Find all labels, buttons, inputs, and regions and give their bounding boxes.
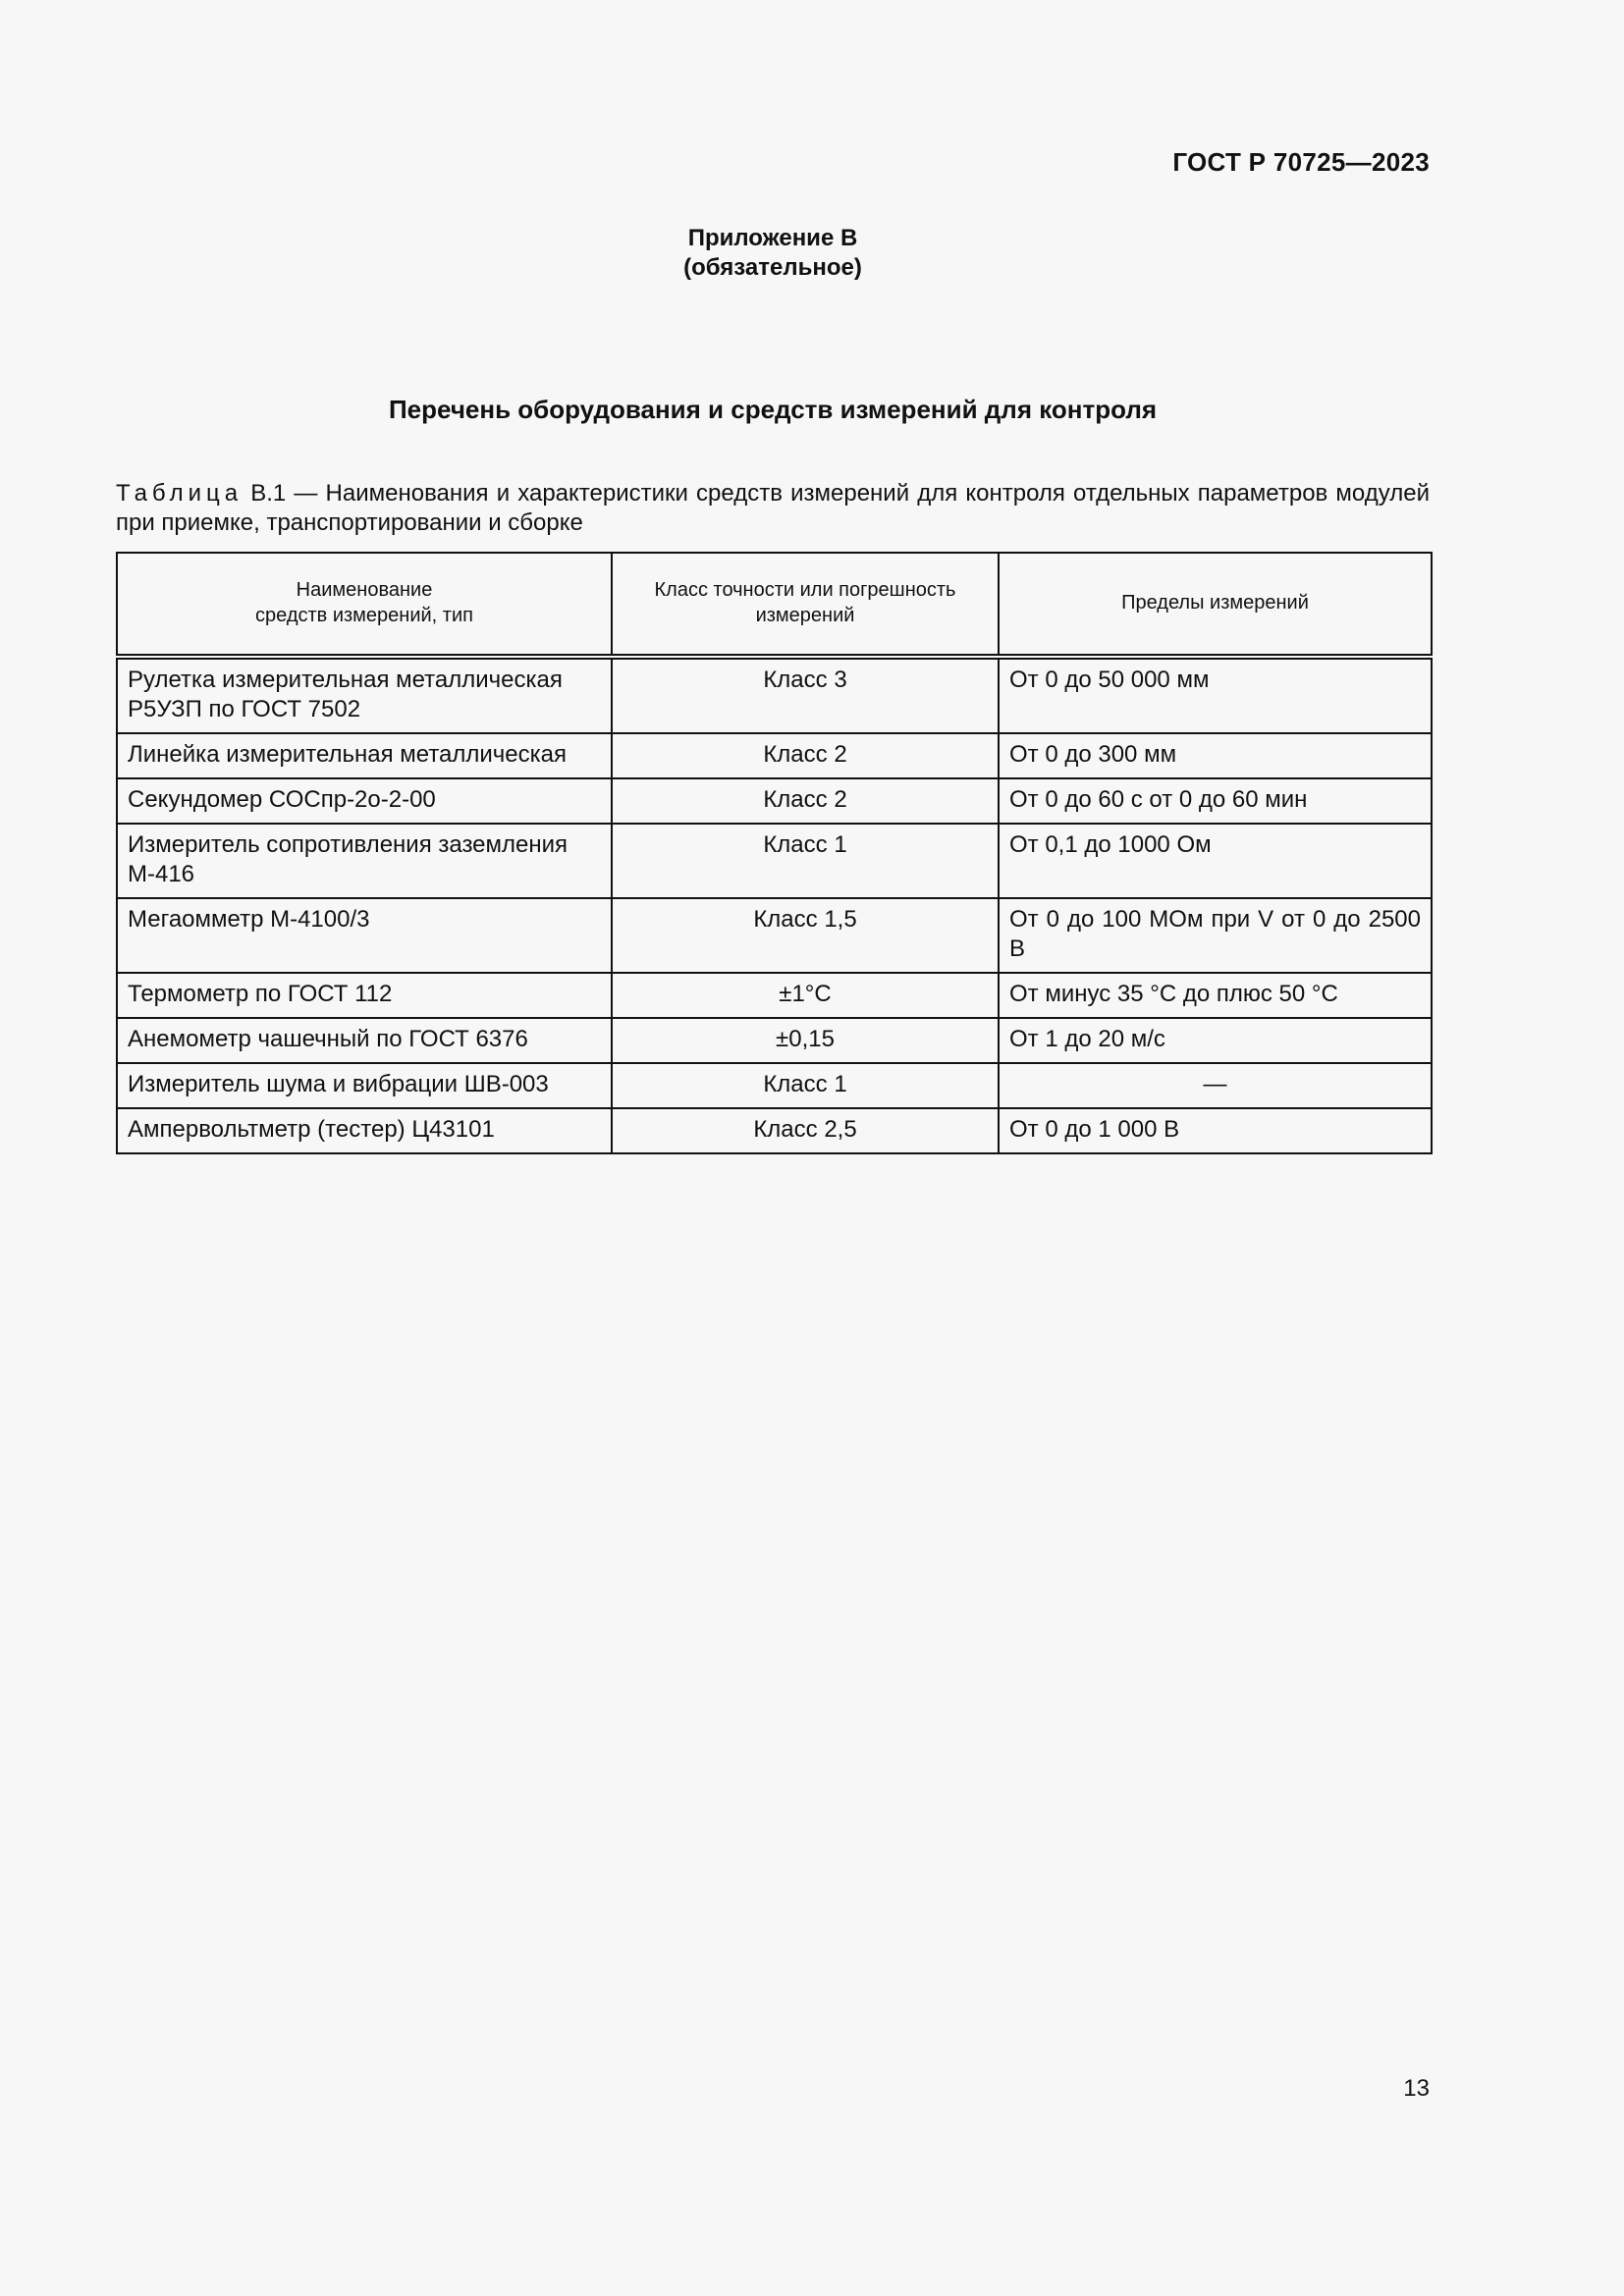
measurement-range-cell: От 0 до 60 с от 0 до 60 мин	[999, 778, 1432, 824]
accuracy-class-cell: Класс 1	[612, 1063, 999, 1108]
header-measurement-range: Пределы измерений	[999, 553, 1432, 657]
accuracy-class-cell: Класс 1,5	[612, 898, 999, 973]
instrument-name-cell: Анемометр чашечный по ГОСТ 6376	[117, 1018, 612, 1063]
table-row	[117, 1063, 1432, 1108]
measurement-range-cell: От 0 до 50 000 мм	[999, 657, 1432, 733]
section-title: Перечень оборудования и средств измерений для контроля	[388, 395, 1158, 424]
instrument-name-cell: Линейка измерительная металлическая	[117, 733, 612, 778]
table-row	[117, 973, 1432, 1018]
table-row	[117, 898, 1432, 973]
instrument-name-cell: Рулетка измерительная металлическая Р5УЗП по ГОСТ 7502	[117, 657, 612, 733]
instrument-name-cell: Термометр по ГОСТ 112	[117, 973, 612, 1018]
table-row	[117, 778, 1432, 824]
measurement-range-cell: —	[999, 1063, 1432, 1108]
measurement-range-cell: От 0,1 до 1000 Ом	[999, 824, 1432, 898]
appendix-title: Приложение В	[687, 225, 858, 251]
measurement-range-cell: От 0 до 1 000 В	[999, 1108, 1432, 1153]
accuracy-class-cell: Класс 2,5	[612, 1108, 999, 1153]
table-row	[117, 733, 1432, 778]
instrument-name-cell: Мегаомметр М-4100/3	[117, 898, 612, 973]
header-instrument-name: Наименование средств измерений, тип	[117, 553, 612, 657]
page-number: 13	[1403, 2075, 1430, 2102]
appendix-subtitle: (обязательное)	[683, 254, 862, 281]
appendix-heading	[0, 224, 1545, 283]
measurement-range-cell: От минус 35 °С до плюс 50 °С	[999, 973, 1432, 1018]
table-row	[117, 657, 1432, 733]
table-caption-text: В.1 — Наименования и характеристики средств измерений для контроля отдельных параметров модулей при приемке, транспортировании и сборке	[116, 480, 1430, 536]
document-code: ГОСТ Р 70725—2023	[1172, 147, 1430, 177]
accuracy-class-cell: ±1°С	[612, 973, 999, 1018]
instrument-name-cell: Измеритель сопротивления заземления М-416	[117, 824, 612, 898]
measurement-instruments-table	[116, 552, 1433, 1154]
header-accuracy-class: Класс точности или погрешность измерений	[612, 553, 999, 657]
table-caption	[116, 479, 1430, 538]
measurement-range-cell: От 0 до 300 мм	[999, 733, 1432, 778]
accuracy-class-cell: Класс 1	[612, 824, 999, 898]
table-caption-label: Таблица	[116, 480, 244, 507]
table-row	[117, 824, 1432, 898]
instrument-name-cell: Измеритель шума и вибрации ШВ-003	[117, 1063, 612, 1108]
table-row	[117, 1018, 1432, 1063]
measurement-range-cell: От 0 до 100 МОм при V от 0 до 2500 В	[999, 898, 1432, 973]
accuracy-class-cell: Класс 2	[612, 733, 999, 778]
measurement-range-cell: От 1 до 20 м/с	[999, 1018, 1432, 1063]
table-row	[117, 1108, 1432, 1153]
instrument-name-cell: Ампервольтметр (тестер) Ц43101	[117, 1108, 612, 1153]
accuracy-class-cell: Класс 2	[612, 778, 999, 824]
accuracy-class-cell: ±0,15	[612, 1018, 999, 1063]
accuracy-class-cell: Класс 3	[612, 657, 999, 733]
table-header-row	[117, 553, 1432, 657]
instrument-name-cell: Секундомер СОСпр-2о-2-00	[117, 778, 612, 824]
